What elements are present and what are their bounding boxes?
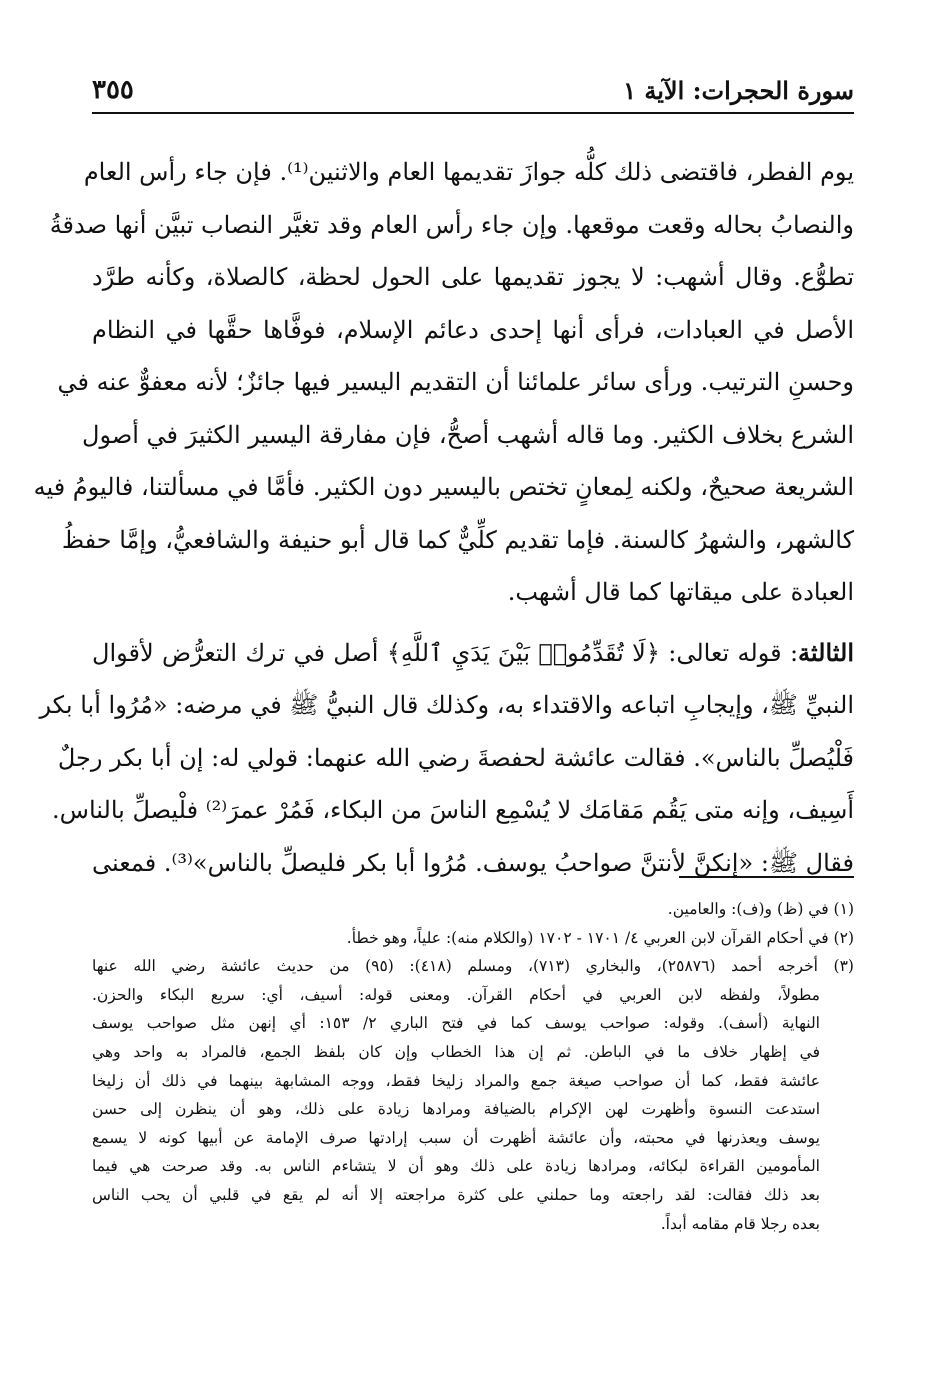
text-line: تطوُّع. وقال أشهب: لا يجوز تقديمها على الحول لحظة، كالصلاة، وكأنه طرَّد bbox=[92, 263, 854, 291]
footnote-separator bbox=[679, 876, 854, 878]
paragraph-1 bbox=[33, 146, 854, 619]
footnote-3-cont: يوسف ويعذرنها في محبته، وأن عائشة أظهرت أن سبب إرادتها صرف الإمامة عن أبيها كونه لا يسمع bbox=[92, 1128, 820, 1147]
text-line: النبيِّ ﷺ، وإيجابِ اتباعه والاقتداء به، وكذلك قال النبيُّ ﷺ في مرضه: «مُرُوا أبا بكر bbox=[39, 691, 854, 719]
footnote-1: (١) في (ظ) و(ف): والعامين. bbox=[667, 900, 854, 918]
footnote-2: (٢) في أحكام القرآن لابن العربي ٤/ ١٧٠١ - ١٧٠٢ (والكلام منه): علياً، وهو خطأ. bbox=[346, 928, 854, 947]
text-line: الشرع بخلاف الكثير. وما قاله أشهب أصحُّ، فإن مفارقة اليسير الكثيرَ في أصول bbox=[82, 420, 854, 449]
text-line: الشريعة صحيحٌ، ولكنه لِمعانٍ تختص باليسير دون الكثير. فأمَّا في مسألتنا، فاليومُ فيه bbox=[33, 473, 854, 501]
footnote-3-cont: النهاية (أسف). وقوله: صواحب يوسف كما في فتح الباري ٢/ ١٥٣: أي إنهن مثل صواحب يوسف bbox=[92, 1014, 820, 1033]
footnote-3-cont: استدعت النسوة وأظهرت لهن الإكرام بالضيافة ومرادها زيادة على ذلك، وهو أن ينظرن إلى حسن bbox=[92, 1100, 820, 1119]
text-line: كالشهر، والشهرُ كالسنة. فإما تقديم كلِّيٌّ كما قال أبو حنيفة والشافعيُّ، وإمَّا حفظُ bbox=[61, 525, 854, 554]
footnote-3-cont: في إظهار خلاف ما في الباطن. ثم إن هذا الخطاب وإن كان بلفظ الجمع، فالمراد به واحد وهي bbox=[92, 1042, 820, 1061]
para2-first-line: الثالثة: قوله تعالى: ﴿لَا تُقَدِّمُوا۟ بَيْنَ يَدَيِ ٱللَّهِ﴾ أصل في ترك التعرُّض لأقوال bbox=[92, 637, 854, 667]
header-rule bbox=[92, 112, 854, 114]
footnote-3-cont: عائشة فقط، كما أن صواحب صيغة جمع والمراد زليخا فقط، ووجه المشابهة بينهما في ذلك أن زليخا bbox=[92, 1071, 820, 1090]
footnote-3-cont: مطولاً، ولفظه لابن العربي في أحكام القرآن. ومعنى قوله: أسيف، أي: سريع البكاء والحزن. bbox=[92, 985, 820, 1004]
paragraph-2 bbox=[39, 627, 855, 890]
text-line: أَسِيف، وإنه متى يَقُم مَقامَك لا يُسْمِع الناسَ من البكاء، فَمُرْ عمرَ⁽²⁾ فلْيصلِّ بالناس. bbox=[52, 796, 854, 824]
footnote-3-cont: بعد ذلك فقالت: لقد راجعته وما حملني على كثرة مراجعته إلا أنه لم يقع في قلبي أن يحب الناس bbox=[92, 1185, 820, 1204]
footnote-3-cont: المأمومين القراءة لبكائه، ومرادها زيادة على ذلك وهو أن لا يتشاءم الناس به. وقد صرحت هي فيما bbox=[92, 1157, 820, 1176]
chapter-title: سورة الحجرات: الآية ١ bbox=[623, 75, 854, 105]
text-line: الأصل في العبادات، فرأى أنها إحدى دعائم الإسلام، فوفَّاها حقَّها في النظام bbox=[92, 315, 854, 344]
text-line: يوم الفطر، فاقتضى ذلك كلُّه جوازَ تقديمها العام والاثنين⁽¹⁾. فإن جاء رأس العام bbox=[83, 158, 854, 186]
footnote-3-cont: بعده رجلا قام مقامه أبداً. bbox=[660, 1214, 820, 1233]
text-line: وحسنِ الترتيب. ورأى سائر علمائنا أن التقديم اليسير فيها جائزٌ؛ لأنه معفوٌّ عنه في bbox=[57, 368, 854, 396]
text-line: فَلْيُصلِّ بالناس». فقالت عائشة لحفصةَ رضي الله عنهما: قولي له: إن أبا بكر رجلٌ bbox=[57, 743, 854, 772]
page-number: ٣٥٥ bbox=[92, 75, 134, 105]
running-header bbox=[92, 70, 854, 110]
section-heading: الثالثة bbox=[798, 637, 854, 667]
text-line-with-heading bbox=[92, 627, 854, 680]
footnotes bbox=[92, 895, 854, 1238]
text-line: فقال ﷺ: «إنكنَّ لأنتنَّ صواحبُ يوسف. مُرُوا أبا بكر فليصلِّ بالناس»⁽³⁾. فمعنى bbox=[92, 848, 855, 877]
text-line: العبادة على ميقاتها كما قال أشهب. bbox=[507, 578, 854, 606]
footnote-3: (٣) أخرجه أحمد (٢٥٨٧٦)، والبخاري (٧١٣)، ومسلم (٤١٨): (٩٥) من حديث عائشة رضي الله عنها bbox=[92, 957, 854, 976]
text-line: والنصابُ بحاله وقعت موقعها. وإن جاء رأس العام وقد تغيَّر النصاب تبيَّن أنها صدقةُ bbox=[49, 210, 854, 239]
main-text bbox=[33, 146, 855, 889]
